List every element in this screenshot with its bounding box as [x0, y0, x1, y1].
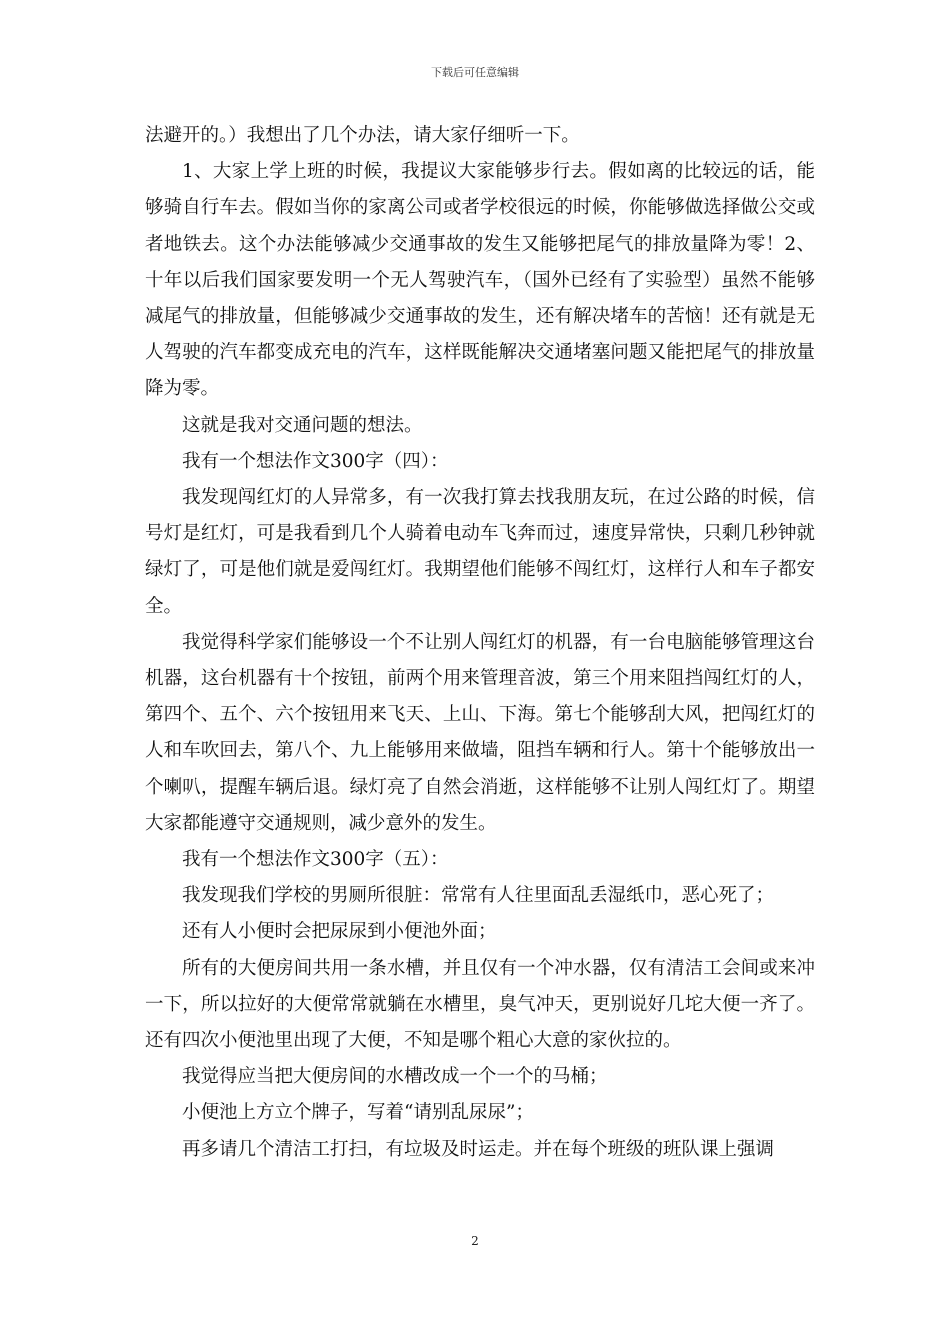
- paragraph: 我发现我们学校的男厕所很脏：常常有人往里面乱丢湿纸巾，恶心死了；: [182, 885, 775, 907]
- page-number: 2: [471, 1234, 479, 1248]
- paragraph: 小便池上方立个牌子，写着“请别乱尿尿”；: [182, 1102, 534, 1124]
- page-header: 下载后可任意编辑: [431, 66, 519, 79]
- section-heading: 我有一个想法作文300字（五）：: [182, 849, 449, 871]
- paragraph: 1、大家上学上班的时候，我提议大家能够步行去。假如离的比较远的话，能够骑自行车去。假如当你的家离公司或者学校很远的时候，你能够做选择做公交或者地铁去。这个办法能够减少交通事故的发生又能够把尾气的排放量降为零！2、十年以后我们国家要发明一个无人驾驶汽车，（国外已经有了实验型）虽然不能够减尾气的排放量，但能够减少交通事故的发生，还有解决堵车的苦恼！还有就是无人驾驶的汽车都变成充电的汽车，这样既能解决交通堵塞问题又能把尾气的排放量降为零。: [145, 161, 815, 400]
- paragraph: 还有人小便时会把尿尿到小便池外面；: [182, 921, 497, 943]
- document-body: [145, 118, 815, 1168]
- paragraph: 我发现闯红灯的人异常多，有一次我打算去找我朋友玩，在过公路的时候，信号灯是红灯，可是我看到几个人骑着电动车飞奔而过，速度异常快，只剩几秒钟就绿灯了，可是他们就是爱闯红灯。我期望他们能够不闯红灯，这样行人和车子都安全。: [145, 487, 815, 617]
- paragraph: 我觉得应当把大便房间的水槽改成一个一个的马桶；: [182, 1066, 608, 1088]
- paragraph: 所有的大便房间共用一条水槽，并且仅有一个冲水器，仅有清洁工会间或来冲一下，所以拉好的大便常常就躺在水槽里，臭气冲天，更别说好几坨大便一齐了。还有四次小便池里出现了大便，不知是哪个粗心大意的家伙拉的。: [145, 957, 815, 1052]
- section-heading: 我有一个想法作文300字（四）：: [182, 450, 449, 472]
- paragraph: 法避开的。）我想出了几个办法，请大家仔细听一下。: [145, 125, 580, 146]
- paragraph: 再多请几个清洁工打扫，有垃圾及时运走。并在每个班级的班队课上强调: [182, 1138, 775, 1160]
- paragraph: 我觉得科学家们能够设一个不让别人闯红灯的机器，有一台电脑能够管理这台机器，这台机器有十个按钮，前两个用来管理音波，第三个用来阻挡闯红灯的人，第四个、五个、六个按钮用来飞天、上山、下海。第七个能够刮大风，把闯红灯的人和车吹回去，第八个、九上能够用来做墙，阻挡车辆和行人。第十个能够放出一个喇叭，提醒车辆后退。绿灯亮了自然会消逝，这样能够不让别人闯红灯了。期望大家都能遵守交通规则，减少意外的发生。: [145, 631, 815, 834]
- paragraph: 这就是我对交通问题的想法。: [182, 414, 423, 436]
